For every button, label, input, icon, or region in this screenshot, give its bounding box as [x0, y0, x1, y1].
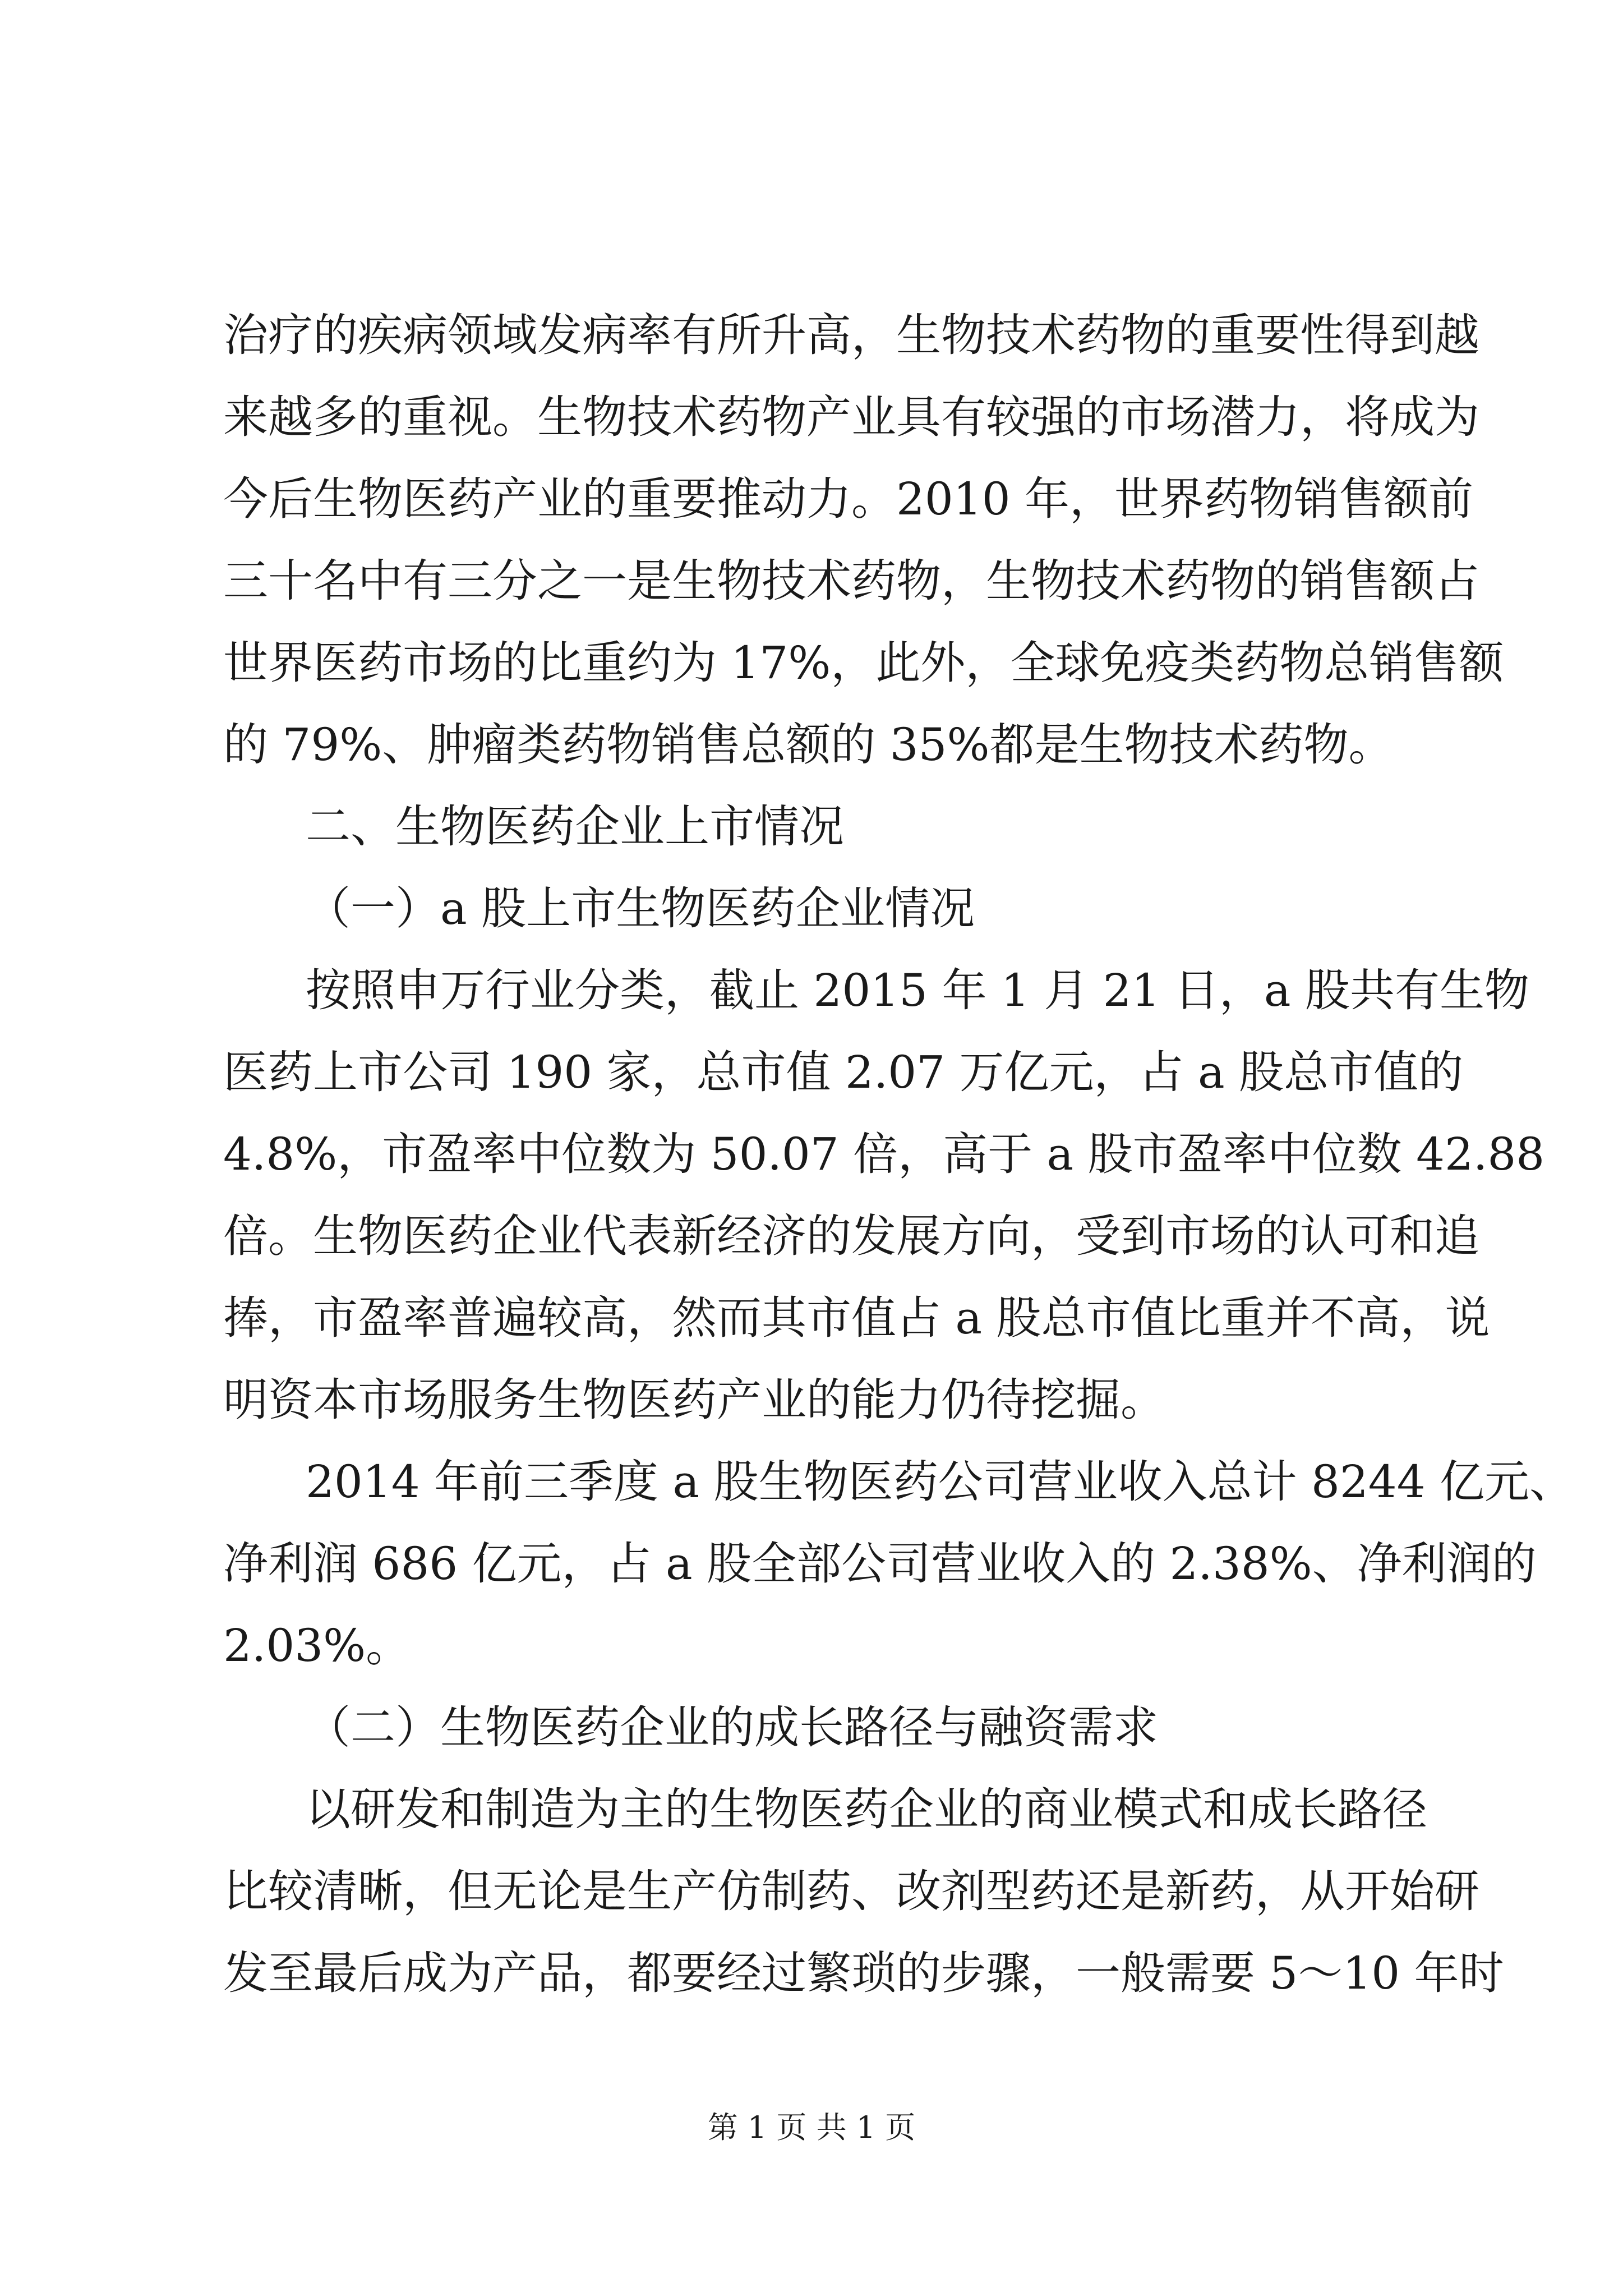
- body-text-line: 按照申万行业分类，截止 2015 年 1 月 21 日，a 股共有生物: [306, 964, 1529, 1016]
- body-text-line: 2014 年前三季度 a 股生物医药公司营业收入总计 8244 亿元、: [306, 1456, 1575, 1508]
- body-text-line: 世界医药市场的比重约为 17%，此外，全球免疫类药物总销售额: [223, 637, 1504, 689]
- body-text-line: 今后生物医药产业的重要推动力。2010 年，世界药物销售额前: [223, 473, 1474, 525]
- body-text-line: 治疗的疾病领域发病率有所升高，生物技术药物的重要性得到越: [223, 309, 1479, 361]
- subsection-heading: （一）a 股上市生物医药企业情况: [306, 882, 975, 935]
- body-text-line: 4.8%，市盈率中位数为 50.07 倍，高于 a 股市盈率中位数 42.88: [223, 1128, 1545, 1180]
- body-text-line: 比较清晰，但无论是生产仿制药、改剂型药还是新药，从开始研: [223, 1865, 1479, 1917]
- section-heading: 二、生物医药企业上市情况: [306, 800, 844, 853]
- body-text-line: 倍。生物医药企业代表新经济的发展方向，受到市场的认可和追: [223, 1210, 1479, 1262]
- body-text-line: 捧，市盈率普遍较高，然而其市值占 a 股总市值比重并不高，说: [223, 1292, 1490, 1344]
- body-text-line: 净利润 686 亿元，占 a 股全部公司营业收入的 2.38%、净利润的: [223, 1538, 1537, 1590]
- body-text-line: 以研发和制造为主的生物医药企业的商业模式和成长路径: [306, 1783, 1427, 1835]
- page-footer: 第 1 页 共 1 页: [707, 2110, 916, 2145]
- body-text-line: 明资本市场服务生物医药产业的能力仍待挖掘。: [223, 1374, 1165, 1426]
- body-text-line: 发至最后成为产品，都要经过繁琐的步骤，一般需要 5～10 年时: [223, 1947, 1504, 1999]
- body-text-line: 的 79%、肿瘤类药物销售总额的 35%都是生物技术药物。: [223, 719, 1394, 771]
- body-text-line: 三十名中有三分之一是生物技术药物，生物技术药物的销售额占: [223, 555, 1479, 607]
- body-text-line: 医药上市公司 190 家，总市值 2.07 万亿元，占 a 股总市值的: [223, 1046, 1464, 1098]
- subsection-heading: （二）生物医药企业的成长路径与融资需求: [306, 1701, 1158, 1754]
- body-text-line: 来越多的重视。生物技术药物产业具有较强的市场潜力，将成为: [223, 391, 1479, 443]
- body-text-line: 2.03%。: [223, 1619, 411, 1672]
